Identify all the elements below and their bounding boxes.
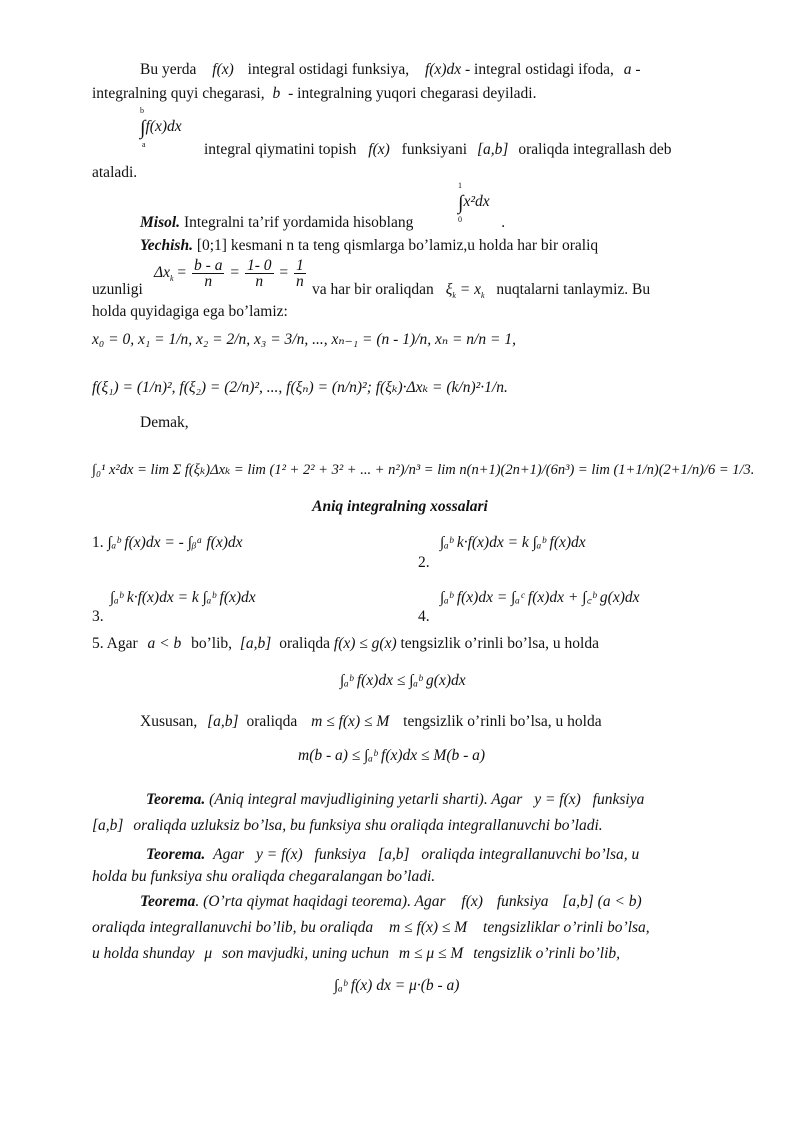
- math-expr: f(x)dx: [145, 118, 182, 135]
- item-number: 1.: [92, 534, 104, 551]
- property-4: ∫ₐᵇ f(x)dx = ∫ₐᶜ f(x)dx + ∫꜀ᵇ g(x)dx: [440, 589, 640, 606]
- theorem-label: Teorema.: [146, 791, 206, 808]
- holda-line: holda quyidagiga ega bo’lamiz:: [92, 303, 288, 320]
- xususan-result: m(b - a) ≤ ∫ₐᵇ f(x)dx ≤ M(b - a): [298, 747, 486, 764]
- para2-line2: ataladi.: [92, 164, 138, 181]
- text: oraliqda integrallanuvchi bo’lib, bu oraliqda: [92, 919, 374, 936]
- math-ineq: m ≤ f(x) ≤ M: [389, 919, 468, 936]
- para1-line2: [92, 84, 536, 104]
- property-5-result: ∫ₐᵇ f(x)dx ≤ ∫ₐᵇ g(x)dx: [340, 672, 466, 689]
- math-cond: a < b: [147, 635, 182, 652]
- property-2: ∫ₐᵇ k·f(x)dx = k ∫ₐᵇ f(x)dx: [440, 534, 586, 551]
- theorem3-line2: [92, 918, 650, 938]
- math-mu: μ: [204, 945, 213, 962]
- math-interval: [a,b] (a < b): [562, 893, 642, 910]
- math-b: b: [272, 85, 281, 102]
- math-sub: k: [169, 274, 174, 284]
- math-interval: [a,b]: [207, 713, 239, 730]
- math-fx: f(x): [461, 893, 483, 910]
- int-upper-limit: b: [140, 106, 144, 115]
- property-3: ∫ₐᵇ k·f(x)dx = k ∫ₐᵇ f(x)dx: [110, 589, 256, 606]
- text: tengsizlik o’rinli bo’lib,: [473, 945, 621, 962]
- misol-line: [140, 213, 505, 233]
- property-4-number: 4.: [418, 608, 430, 625]
- fraction: $\frac{b - a}{n}$: [194, 257, 223, 290]
- text: integral qiymatini topish: [204, 141, 357, 158]
- integral-sign: ∫: [458, 192, 464, 214]
- text: (Aniq integral mavjudligining yetarli sharti). Agar: [209, 791, 523, 808]
- example-int-lower: 0: [458, 215, 462, 224]
- math-fxdx: f(x)dx: [424, 61, 462, 78]
- theorem3-line3: [92, 944, 620, 964]
- theorem3-line1: [140, 892, 642, 912]
- text: son mavjudki, uning uchun: [222, 945, 390, 962]
- example-int-upper: 1: [458, 181, 462, 190]
- property-1: [92, 533, 243, 553]
- text: oraliqda: [246, 713, 298, 730]
- text: .: [501, 214, 506, 231]
- theorem-label: Teorema: [140, 893, 196, 910]
- delta-x-formula: $\Delta x_k$ = $\frac{b - a}{n}$ = $\frac{1- 0}{n}$ = $\frac{1}{n}$: [154, 257, 304, 290]
- fraction: $\frac{1- 0}{n}$: [246, 257, 272, 290]
- fraction: $\frac{1}{n}$: [296, 257, 304, 290]
- math-ineq: m ≤ f(x) ≤ M: [311, 713, 390, 730]
- big-formula: ∫₀¹ x²dx = lim Σ f(ξₖ)Δxₖ = lim (1² + 2² + 3² + ... + n²)/n³ = lim n(n+1)(2n+1)/(6n³) = lim (1+1/n)(2+1/n)/6 = 1/3.: [92, 462, 755, 478]
- text: va har bir oraliqdan: [312, 281, 434, 298]
- text: oraliqda: [279, 635, 331, 652]
- text: integralning quyi chegarasi,: [92, 85, 265, 102]
- text: nuqtalarni tanlaymiz. Bu: [496, 281, 651, 298]
- text: oraliqda integrallanuvchi bo’lsa, u: [421, 846, 640, 863]
- math-delta: Δx: [154, 264, 170, 282]
- text: Xususan,: [140, 713, 198, 730]
- text: - integralning yuqori chegarasi deyiladi.: [288, 85, 537, 102]
- text: funksiya: [592, 791, 645, 808]
- text: 5. Agar: [92, 635, 138, 652]
- math-eq: = x: [459, 281, 481, 298]
- text: Bu yerda: [140, 61, 197, 78]
- misol-label: Misol.: [140, 214, 181, 231]
- text: tengsizlik o’rinli bo’lsa, u holda: [400, 635, 599, 652]
- property-5-line: [92, 634, 599, 654]
- math-ineq: m ≤ μ ≤ M: [398, 945, 464, 962]
- text: Agar: [213, 846, 245, 863]
- math-expr: x²dx: [463, 193, 490, 210]
- text: oraliqda integrallash deb: [518, 141, 672, 158]
- text: . (O’rta qiymat haqidagi teorema). Agar: [195, 893, 446, 910]
- text: tengsizliklar o’rinli bo’lsa,: [483, 919, 650, 936]
- yechish-line: [140, 236, 598, 256]
- properties-heading: Aniq integralning xossalari: [312, 498, 488, 515]
- text: funksiya: [496, 893, 549, 910]
- math-interval: [a,b]: [92, 817, 124, 834]
- theorem2-line1: [146, 845, 639, 865]
- integral-sign: ∫: [140, 117, 146, 139]
- f-values-line: f(ξ₁) = (1/n)², f(ξ₂) = (2/n)², ..., f(ξₙ) = (n/n)²; f(ξₖ)·Δxₖ = (k/n)²·1/n.: [92, 379, 508, 396]
- para2-integral: [140, 117, 182, 138]
- math-fx: f(x): [212, 61, 234, 78]
- text: funksiya: [314, 846, 367, 863]
- property-3-number: 3.: [92, 608, 104, 625]
- text: integral ostidagi funksiya,: [247, 61, 410, 78]
- uzunligi-line: [92, 280, 143, 300]
- math-interval: [a,b]: [476, 141, 509, 158]
- theorem1-line1: [146, 790, 644, 810]
- text: tengsizlik o’rinli bo’lsa, u holda: [403, 713, 602, 730]
- theorem2-line2: holda bu funksiya shu oraliqda chegaralangan bo’ladi.: [92, 868, 436, 885]
- text: u holda shunday: [92, 945, 195, 962]
- va-line: va har bir oraliqdan $\xi_k = x_k$ nuqtalarni tanlaymiz. Bu: [312, 281, 651, 301]
- text: - integral ostidagi ifoda,: [464, 61, 614, 78]
- math-xi: ξ: [445, 281, 453, 298]
- math-ineq: f(x) ≤ g(x): [333, 635, 397, 652]
- text: -: [635, 61, 641, 78]
- demak-line: Demak,: [140, 414, 189, 431]
- text: oraliqda uzluksiz bo’lsa, bu funksiya shu oraliqda integrallanuvchi bo’ladi.: [133, 817, 603, 834]
- text: uzunligi: [92, 281, 143, 298]
- theorem-label: Teorema.: [146, 846, 206, 863]
- int-lower-limit: a: [142, 140, 146, 149]
- para2-line1: [204, 140, 672, 160]
- math-interval: [a,b]: [239, 635, 272, 652]
- theorem3-result: ∫ₐᵇ f(x) dx = μ·(b - a): [334, 977, 460, 994]
- math-fx: f(x): [368, 141, 390, 158]
- example-integral: [458, 192, 490, 213]
- text: Integralni ta’rif yordamida hisoblang: [183, 214, 414, 231]
- math-a: a: [623, 61, 632, 78]
- property-2-number: 2.: [418, 554, 430, 571]
- x-values-line: x₀ = 0, x₁ = 1/n, x₂ = 2/n, x₃ = 3/n, ..., xₙ₋₁ = (n - 1)/n, xₙ = n/n = 1,: [92, 331, 516, 348]
- text: bo’lib,: [191, 635, 233, 652]
- xususan-line: [140, 712, 602, 732]
- yechish-label: Yechish.: [140, 237, 193, 254]
- math-fn: y = f(x): [534, 791, 581, 808]
- math-formula: ∫ₐᵇ f(x)dx = - ∫ᵦᵃ f(x)dx: [107, 534, 243, 551]
- para1-line1: [140, 60, 641, 80]
- text: [0;1] kesmani n ta teng qismlarga bo’lamiz,u holda har bir oraliq: [196, 237, 599, 254]
- theorem1-line2: [92, 816, 603, 836]
- math-fn: y = f(x): [256, 846, 303, 863]
- text: funksiyani: [401, 141, 468, 158]
- math-interval: [a,b]: [378, 846, 410, 863]
